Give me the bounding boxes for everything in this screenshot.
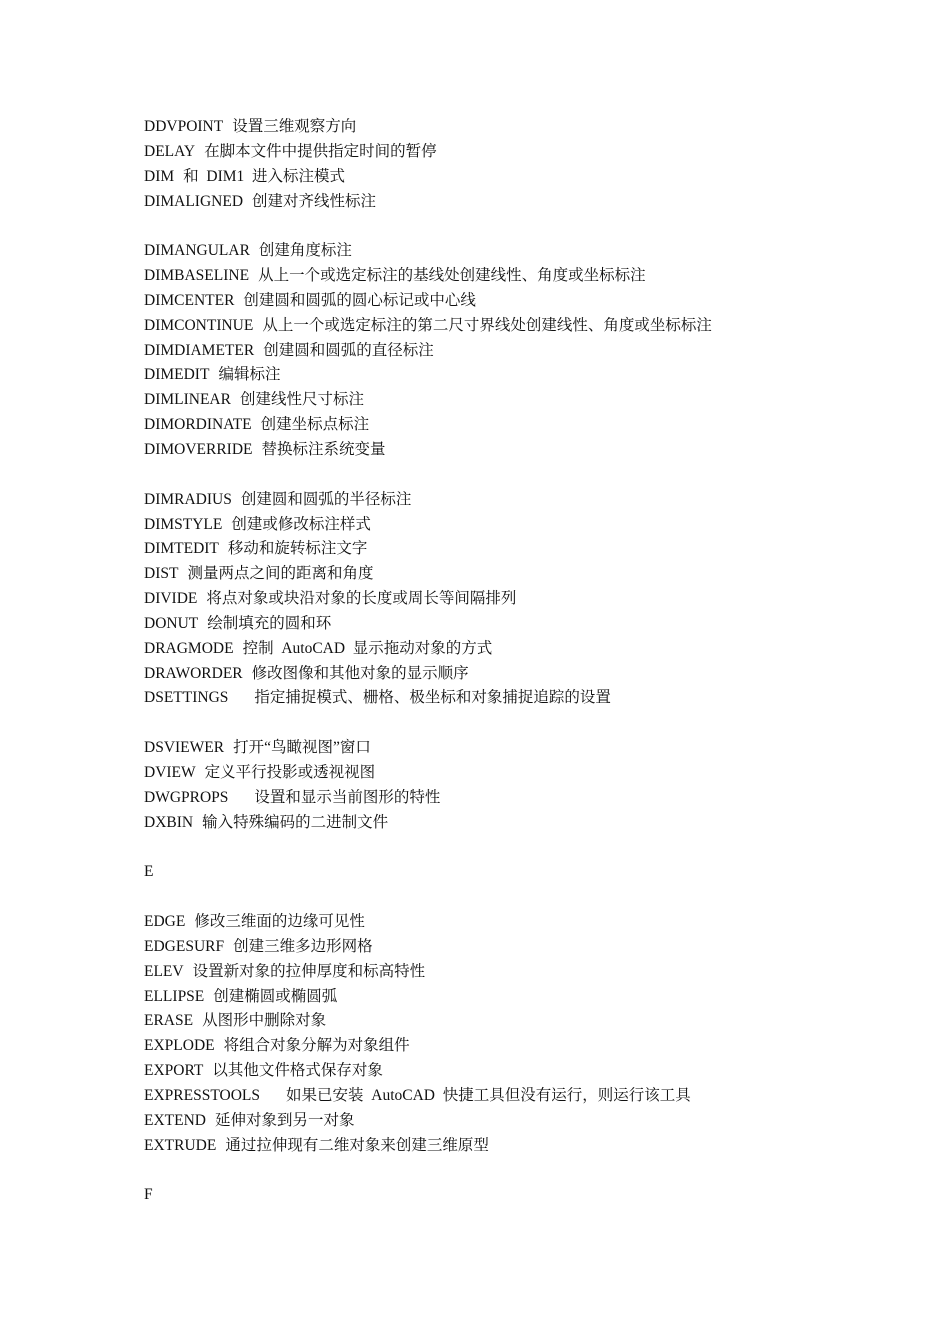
command-description: 移动和旋转标注文字	[227, 540, 368, 558]
command-name: DIST	[144, 565, 179, 583]
command-line	[144, 811, 844, 836]
command-name: DELAY	[144, 142, 196, 160]
blank-line	[144, 1158, 844, 1183]
command-description: 从上一个或选定标注的第二尺寸界线处创建线性、角度或坐标标注	[262, 316, 712, 334]
command-name: DONUT	[144, 614, 199, 632]
command-description: 定义平行投影或透视视图	[204, 763, 376, 781]
command-name: ELLIPSE	[144, 987, 205, 1005]
command-description: 创建圆和圆弧的圆心标记或中心线	[243, 291, 476, 309]
command-line	[144, 686, 844, 711]
command-description: 测量两点之间的距离和角度	[187, 565, 374, 583]
command-name: DIMTEDIT	[144, 540, 219, 558]
command-description: 和 DIM1 进入标注模式	[183, 167, 346, 185]
command-description: 控制 AutoCAD 显示拖动对象的方式	[242, 639, 493, 657]
command-description: 将点对象或块沿对象的长度或周长等间隔排列	[206, 590, 517, 608]
blank-line	[144, 885, 844, 910]
command-name: DSVIEWER	[144, 739, 225, 757]
command-description: 延伸对象到另一对象	[215, 1111, 355, 1129]
command-line	[144, 860, 844, 885]
command-name: E	[144, 863, 154, 881]
command-description: 创建三维多边形网格	[233, 937, 373, 955]
command-name: EXPRESSTOOLS	[144, 1086, 260, 1104]
command-line	[144, 339, 844, 364]
command-name: DRAGMODE	[144, 639, 234, 657]
command-line	[144, 1134, 844, 1159]
command-description: 创建角度标注	[258, 242, 352, 260]
command-description: 指定捕捉模式、栅格、极坐标和对象捕捉追踪的设置	[254, 689, 611, 707]
command-line	[144, 537, 844, 562]
command-line	[144, 736, 844, 761]
blank-line	[144, 214, 844, 239]
command-name: DXBIN	[144, 813, 194, 831]
command-name: DIMOVERRIDE	[144, 440, 253, 458]
command-description: 修改三维面的边缘可见性	[194, 913, 365, 930]
command-name: DIMCONTINUE	[144, 316, 254, 334]
command-name: DIMBASELINE	[144, 267, 250, 285]
command-description: 创建圆和圆弧的半径标注	[240, 490, 412, 508]
command-line	[144, 314, 844, 339]
command-description: 输入特殊编码的二进制文件	[202, 813, 389, 831]
command-line	[144, 1183, 844, 1208]
command-line	[144, 239, 844, 264]
command-description: 创建坐标点标注	[260, 416, 370, 434]
command-description: 以其他文件格式保存对象	[212, 1062, 383, 1080]
command-name: DIMRADIUS	[144, 490, 232, 508]
command-description: 设置新对象的拉伸厚度和标高特性	[192, 962, 426, 980]
command-line	[144, 488, 844, 513]
command-line	[144, 165, 844, 190]
command-line	[144, 935, 844, 960]
command-description: 修改图像和其他对象的显示顺序	[251, 664, 469, 682]
command-list	[144, 115, 844, 1208]
command-description: 从上一个或选定标注的基线处创建线性、角度或坐标标注	[258, 267, 646, 285]
command-description: 从图形中删除对象	[202, 1012, 327, 1030]
command-name: ELEV	[144, 962, 184, 980]
command-line	[144, 289, 844, 314]
command-line	[144, 1109, 844, 1134]
command-line	[144, 786, 844, 811]
command-line	[144, 562, 844, 587]
command-name: DSETTINGS	[144, 689, 229, 707]
command-description: 在脚本文件中提供指定时间的暂停	[204, 142, 437, 160]
command-name: DRAWORDER	[144, 664, 243, 682]
command-line	[144, 513, 844, 538]
command-line	[144, 612, 844, 637]
command-name: EXPLODE	[144, 1037, 215, 1055]
command-line	[144, 438, 844, 463]
command-name: EDGESURF	[144, 937, 225, 955]
command-description: 创建圆和圆弧的直径标注	[263, 341, 434, 359]
command-name: DIMANGULAR	[144, 242, 250, 260]
command-description: 创建对齐线性标注	[252, 192, 377, 210]
command-description: 将组合对象分解为对象组件	[223, 1037, 410, 1055]
command-name: DIMDIAMETER	[144, 341, 255, 359]
command-line	[144, 761, 844, 786]
command-name: DIMLINEAR	[144, 391, 231, 409]
command-name: DIMALIGNED	[144, 192, 244, 210]
command-name: DIMCENTER	[144, 291, 235, 309]
command-description: 绘制填充的圆和环	[207, 614, 332, 632]
command-name: DVIEW	[144, 763, 196, 781]
blank-line	[144, 463, 844, 488]
command-description: 设置和显示当前图形的特性	[254, 788, 441, 806]
command-line	[144, 363, 844, 388]
command-name: DIMEDIT	[144, 366, 210, 384]
command-name: DIMORDINATE	[144, 416, 252, 434]
command-description: 编辑标注	[218, 366, 281, 384]
command-line	[144, 115, 844, 140]
command-name: F	[144, 1186, 153, 1204]
command-line	[144, 388, 844, 413]
command-line	[144, 140, 844, 165]
command-description: 通过拉伸现有二维对象来创建三维原型	[225, 1136, 489, 1154]
command-description: 创建或修改标注样式	[231, 515, 371, 533]
command-name: EXTRUDE	[144, 1136, 217, 1154]
command-name: DIVIDE	[144, 590, 198, 608]
command-line	[144, 190, 844, 215]
command-description: 创建线性尺寸标注	[239, 391, 364, 409]
command-line	[144, 587, 844, 612]
command-name: EXPORT	[144, 1062, 204, 1080]
command-line	[144, 1059, 844, 1084]
blank-line	[144, 835, 844, 860]
command-description: 打开“鸟瞰视图”窗口	[233, 739, 371, 757]
command-description: 如果已安装 AutoCAD 快捷工具但没有运行，则运行该工具	[286, 1086, 691, 1104]
command-line	[144, 1084, 844, 1109]
command-line	[144, 985, 844, 1010]
command-description: 创建椭圆或椭圆弧	[213, 987, 338, 1005]
command-description: 设置三维观察方向	[232, 118, 357, 135]
command-line	[144, 662, 844, 687]
command-name: EXTEND	[144, 1111, 206, 1129]
command-name: DWGPROPS	[144, 788, 229, 806]
blank-line	[144, 711, 844, 736]
command-line	[144, 1009, 844, 1034]
command-line	[144, 637, 844, 662]
command-name: EDGE	[144, 913, 186, 930]
command-line	[144, 264, 844, 289]
command-name: ERASE	[144, 1012, 194, 1030]
command-line	[144, 960, 844, 985]
command-name: DDVPOINT	[144, 118, 224, 135]
command-line	[144, 1034, 844, 1059]
command-name: DIM	[144, 167, 175, 185]
command-description: 替换标注系统变量	[261, 440, 386, 458]
command-line	[144, 910, 844, 935]
command-name: DIMSTYLE	[144, 515, 223, 533]
command-line	[144, 413, 844, 438]
